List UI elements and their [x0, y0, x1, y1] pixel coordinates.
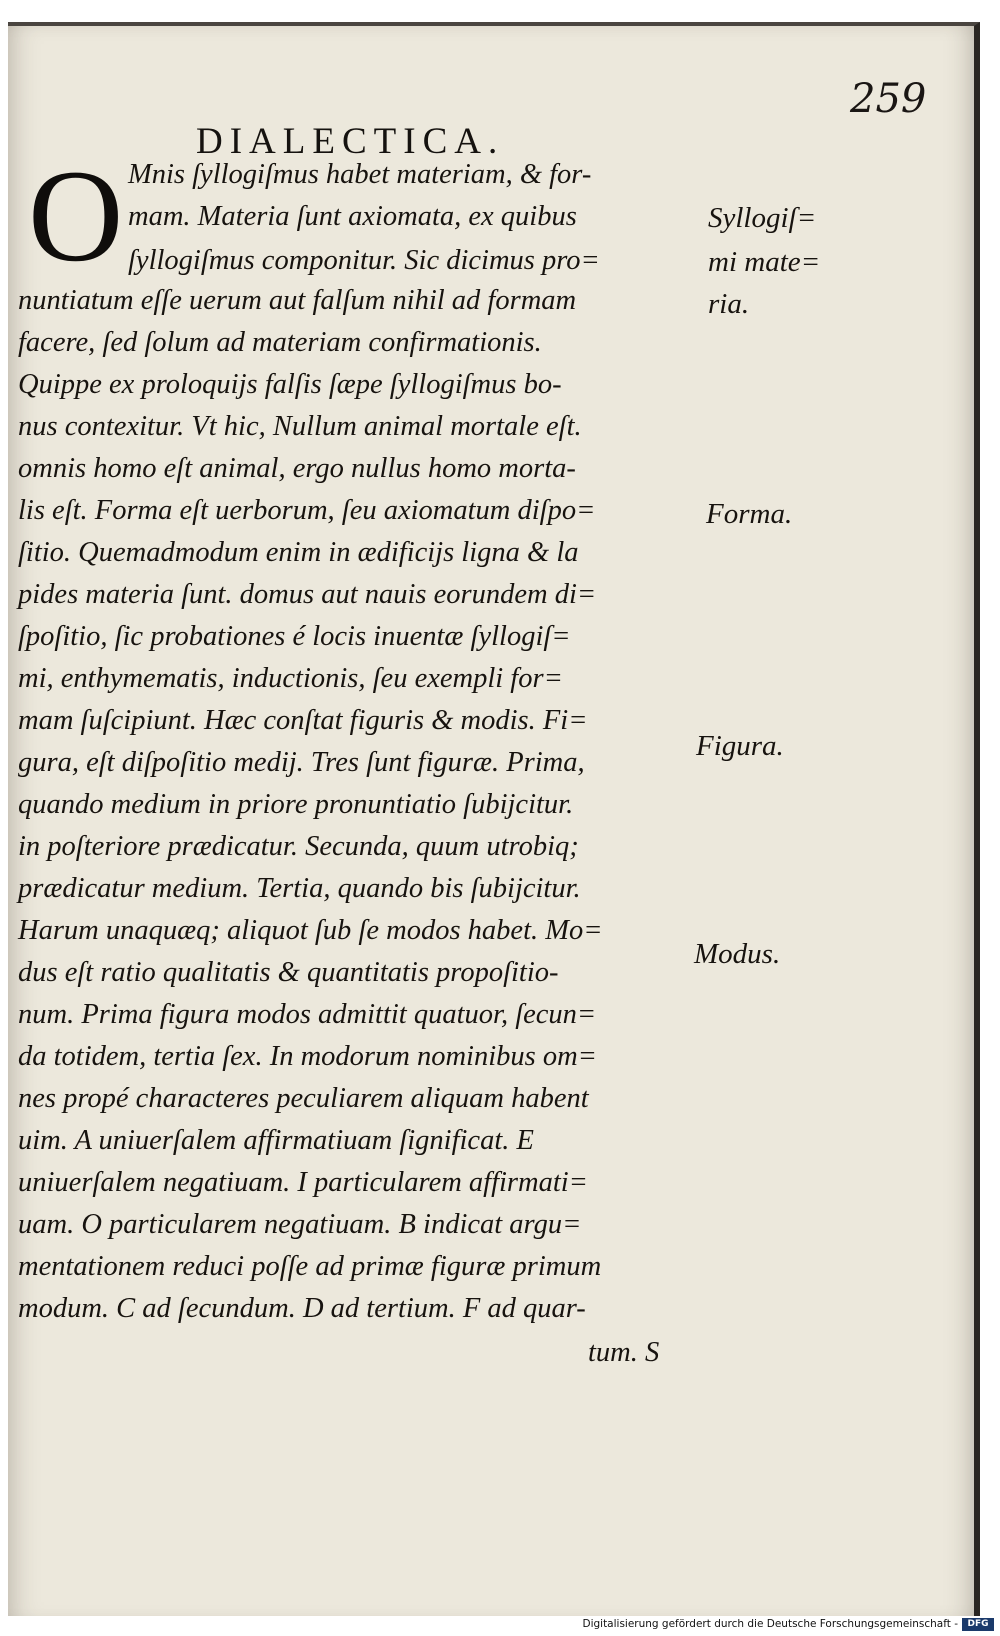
text-line: uim. A uniuerſalem affirmatiuam ſignificat. E	[18, 1125, 534, 1156]
marginal-note-ria: ria.	[708, 288, 750, 320]
text-line: Quippe ex proloquijs falſis ſæpe ſyllogiſmus bo-	[18, 369, 562, 400]
text-line: ſpoſitio, ſic probationes é locis inuentæ ſyllogiſ=	[18, 621, 571, 652]
text-line: ſyllogiſmus componitur. Sic dicimus pro=	[128, 245, 600, 276]
text-line: gura, eſt diſpoſitio medij. Tres ſunt figuræ. Prima,	[18, 747, 585, 778]
book-page	[8, 22, 980, 1620]
drop-cap-initial: O	[28, 142, 124, 289]
digitization-footer	[0, 1616, 1000, 1636]
text-line: mi, enthymematis, inductionis, ſeu exempli for=	[18, 663, 563, 694]
text-line: in poſteriore prædicatur. Secunda, quum utrobiq;	[18, 831, 579, 862]
body-text	[8, 26, 708, 1426]
text-line: da totidem, tertia ſex. In modorum nominibus om=	[18, 1041, 597, 1072]
text-line: pides materia ſunt. domus aut nauis eorundem di=	[18, 579, 597, 610]
text-line: Mnis ſyllogiſmus habet materiam, & for-	[128, 159, 592, 190]
text-line: nuntiatum eſſe uerum aut falſum nihil ad formam	[18, 285, 577, 316]
running-head: DIALECTICA.	[196, 121, 505, 162]
dfg-logo: DFG	[962, 1618, 994, 1631]
text-line: nes propé characteres peculiarem aliquam habent	[18, 1083, 589, 1114]
marginal-note-figura: Figura.	[696, 730, 784, 762]
text-line: ſitio. Quemadmodum enim in ædificijs ligna & la	[18, 537, 579, 568]
text-line: facere, ſed ſolum ad materiam confirmationis.	[18, 327, 542, 358]
text-line: lis eſt. Forma eſt uerborum, ſeu axiomatum diſpo=	[18, 495, 596, 526]
marginal-note-modus: Modus.	[694, 938, 781, 970]
text-line: dus eſt ratio qualitatis & quantitatis propoſitio-	[18, 957, 559, 988]
catchword: tum. S	[588, 1337, 660, 1368]
footer-credit: Digitalisierung gefördert durch die Deutsche Forschungsgemeinschaft -	[582, 1618, 958, 1630]
text-line: modum. C ad ſecundum. D ad tertium. F ad quar-	[18, 1293, 586, 1324]
text-line: Harum unaquæq; aliquot ſub ſe modos habet. Mo=	[18, 915, 603, 946]
marginal-note-syllogismi: Syllogiſ=	[708, 202, 817, 234]
text-line: uniuerſalem negatiuam. I particularem affirmati=	[18, 1167, 588, 1198]
marginal-note-materia: mi mate=	[708, 246, 821, 278]
marginal-note-forma: Forma.	[706, 498, 793, 530]
text-line: uam. O particularem negatiuam. B indicat argu=	[18, 1209, 582, 1240]
text-line: mam. Materia ſunt axiomata, ex quibus	[128, 201, 577, 232]
text-line: omnis homo eſt animal, ergo nullus homo morta-	[18, 453, 576, 484]
text-line: nus contexitur. Vt hic, Nullum animal mortale eſt.	[18, 411, 582, 442]
text-line: mam ſuſcipiunt. Hæc conſtat figuris & modis. Fi=	[18, 705, 588, 736]
page-number: 259	[850, 76, 927, 122]
text-line: prædicatur medium. Tertia, quando bis ſubijcitur.	[18, 873, 581, 904]
text-line: num. Prima figura modos admittit quatuor, ſecun=	[18, 999, 597, 1030]
text-line: quando medium in priore pronuntiatio ſubijcitur.	[18, 789, 574, 820]
text-line: mentationem reduci poſſe ad primæ figuræ primum	[18, 1251, 602, 1282]
